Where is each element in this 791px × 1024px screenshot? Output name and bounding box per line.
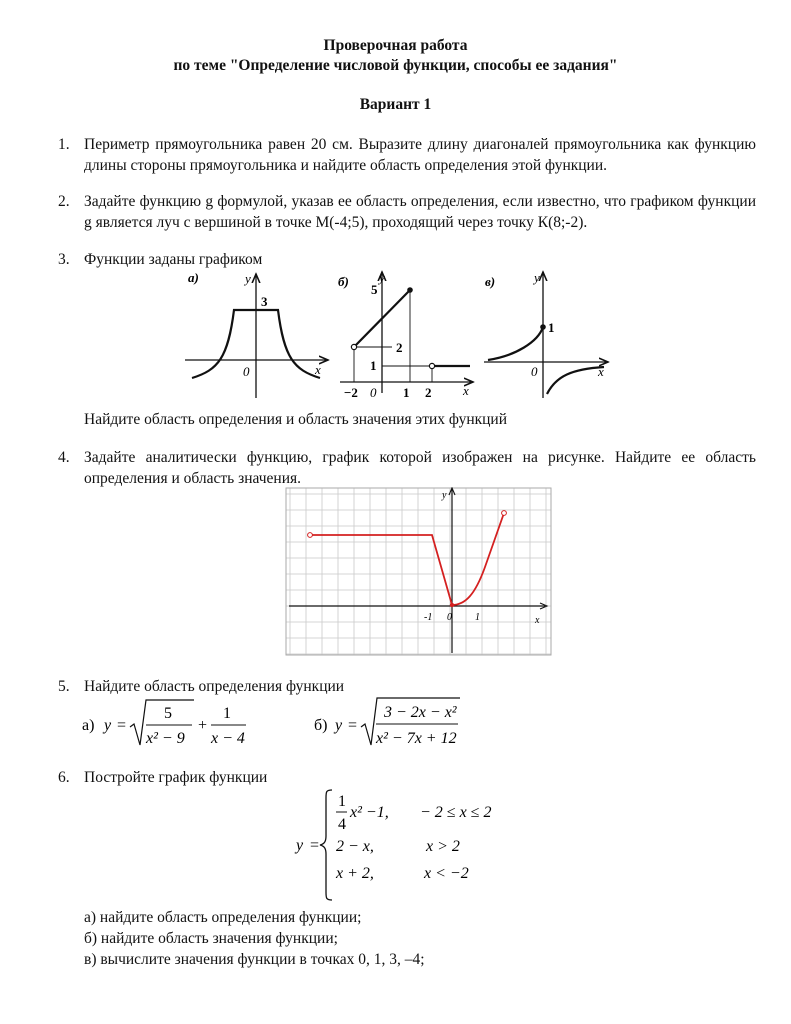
graph-b-tick-5: 5 (371, 282, 378, 297)
formula-a-den2: x − 4 (211, 730, 245, 747)
graph-a-label: а) (188, 270, 199, 285)
piecewise-c1-expr: x² −1, (350, 804, 389, 821)
graph-b (338, 270, 473, 400)
graph-b-tick-2: 2 (396, 340, 403, 355)
task-5-text: Найдите область определения функции (84, 678, 345, 695)
formula-a-label: а) (82, 717, 95, 734)
piecewise-c1-den: 4 (338, 816, 346, 833)
graph-c-tick-1: 1 (548, 320, 555, 335)
graph-b-label: б) (338, 274, 349, 289)
graph4-tick-1: 1 (475, 612, 480, 623)
graph-b-x-label: x (463, 383, 469, 398)
graph-a-zero: 0 (243, 364, 250, 379)
task-6-item-b: б) найдите область значения функции; (84, 930, 338, 947)
graph4-open-point-right (502, 511, 507, 516)
piecewise-c3-cond: x < −2 (424, 865, 469, 882)
formula-b (314, 698, 460, 747)
graph4-grid (286, 488, 551, 655)
formula-a-eq: = (117, 717, 127, 734)
task-4-graph (285, 487, 553, 657)
task-6-item-a: а) найдите область определения функции; (84, 909, 362, 926)
graph-c (484, 270, 608, 398)
formula-b-eq: = (348, 717, 358, 734)
task-6-text: Постройте график функции (84, 769, 268, 786)
graph-a (185, 270, 328, 398)
task-2-number: 2. (58, 193, 70, 210)
graph-b-open-point (429, 363, 434, 368)
piecewise-y: y (296, 837, 304, 854)
page-title: Проверочная работа (323, 37, 468, 54)
graph-b-y-label: y (379, 270, 385, 285)
piecewise-brace (320, 790, 332, 900)
task-1-number: 1. (58, 136, 70, 153)
formula-b-label: б) (314, 717, 328, 734)
graph4-tick-0: 0 (447, 612, 452, 623)
formula-b-num: 3 − 2x − x² (384, 704, 457, 721)
graph-b-tick-0: 0 (370, 385, 377, 400)
task-3-followup: Найдите область определения и область значения этих функций (84, 411, 508, 428)
task-6-number: 6. (58, 769, 70, 786)
graph-c-curve-left (488, 327, 543, 360)
task-4-number: 4. (58, 449, 70, 466)
piecewise-c1-num: 1 (338, 793, 346, 810)
graph-a-tick-3: 3 (261, 294, 268, 309)
graph-b-tick-1: 1 (370, 358, 377, 373)
task-3-text: Функции заданы графиком (84, 251, 263, 268)
task-3-graphs (170, 268, 620, 403)
graph-a-x-label: x (315, 362, 321, 377)
piecewise-c2-expr: 2 − x, (336, 838, 374, 855)
task-3-number: 3. (58, 251, 70, 268)
piecewise-eq: = (310, 837, 320, 854)
graph-c-y-label: y (534, 270, 540, 285)
graph-a-y-label: y (245, 271, 251, 286)
formula-a-plus: + (198, 717, 208, 734)
graph-c-closed-point (540, 324, 546, 330)
page-subtitle: по теме "Определение числовой функции, способы ее задания" (173, 57, 618, 74)
graph4-x-label: x (535, 615, 540, 626)
formula-b-y: y (335, 717, 343, 734)
task-6-piecewise (290, 784, 520, 906)
task-6-item-c: в) вычислите значения функции в точках 0, 1, 3, –4; (84, 951, 425, 968)
graph4-function-line (310, 513, 504, 605)
formula-b-den: x² − 7x + 12 (376, 730, 457, 747)
formula-a (82, 700, 246, 747)
piecewise-c3-expr: x + 2, (336, 865, 374, 882)
task-5-formulas (80, 694, 500, 752)
graph-c-zero: 0 (531, 364, 538, 379)
task-2-text: Задайте функцию g формулой, указав ее область определения, если известно, что графиком функции g является луч с вершиной в точке М(-4;5), проходящий через точку К(8;-2). (84, 193, 756, 231)
graph4-vertex-point (450, 603, 454, 607)
graph4-tick-m1: -1 (424, 612, 433, 623)
graph-c-x-label: x (598, 364, 604, 379)
formula-a-den1: x² − 9 (146, 730, 185, 747)
task-5-number: 5. (58, 678, 70, 695)
piecewise-c2-cond: x > 2 (426, 838, 460, 855)
graph-b-tick-m2: −2 (344, 385, 358, 400)
graph-c-label: в) (485, 274, 496, 289)
graph4-open-point-left (308, 533, 313, 538)
graph4-y-label: y (442, 490, 447, 501)
piecewise-c1-cond: − 2 ≤ x ≤ 2 (420, 804, 492, 821)
task-1-text: Периметр прямоугольника равен 20 см. Выразите длину диагоналей прямоугольника как функцию длины стороны прямоугольника и найдите область определения этой функции. (84, 136, 756, 174)
graph-b-tick-x2: 2 (425, 385, 432, 400)
formula-a-num1: 5 (164, 705, 172, 722)
task-4-text: Задайте аналитически функцию, график которой изображен на рисунке. Найдите ее область определения и область значения. (84, 449, 756, 487)
graph-b-open-point (351, 344, 356, 349)
graph-b-tick-x1: 1 (403, 385, 410, 400)
graph-b-closed-point (407, 287, 413, 293)
formula-a-num2: 1 (223, 705, 231, 722)
graph4-border (286, 488, 551, 655)
variant-title: Вариант 1 (359, 96, 432, 113)
formula-a-y: y (104, 717, 112, 734)
graph-c-curve-right (547, 367, 604, 394)
